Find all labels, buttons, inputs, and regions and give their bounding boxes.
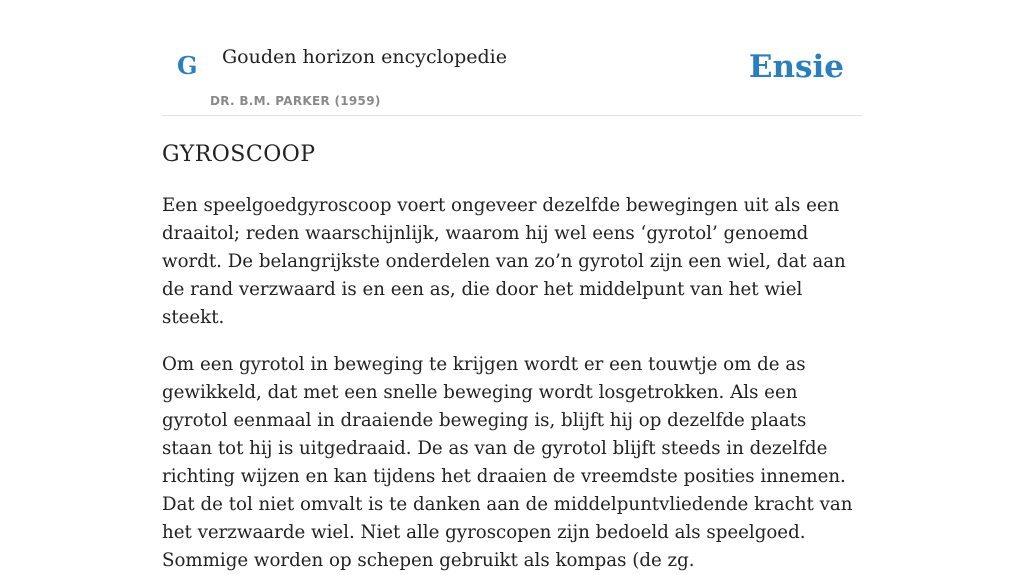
content-container: [162, 0, 862, 575]
book-header: [162, 0, 862, 116]
book-title-link[interactable]: Gouden horizon encyclopedie: [222, 46, 507, 68]
ensie-logo-link[interactable]: Ensie: [748, 49, 844, 85]
entry-paragraph-1: Een speelgoedgyroscoop voert ongeveer dezelfde bewegingen uit als een draaitol; reden waarschijnlijk, waarom hij wel eens ‘gyrotol’ genoemd wordt. De belangrijkste onderdelen van zo’n gyrotol zijn een wiel, dat aan de rand verzwaard is en een as, die door het middelpunt van het wiel steekt.: [162, 195, 846, 328]
entry-title: GYROSCOOP: [162, 142, 316, 167]
book-author: DR. B.M. PARKER (1959): [210, 94, 381, 108]
entry-paragraph-2: Om een gyrotol in beweging te krijgen wordt er een touwtje om de as gewikkeld, dat met een snelle beweging wordt losgetrokken. Als een gyrotol eenmaal in draaiende beweging is, blijft hij op dezelfde plaats staan tot hij is uitgedraaid. De as van de gyrotol blijft steeds in dezelfde richting wijzen en kan tijdens het draaien de vreemdste posities innemen. Dat de tol niet omvalt is te danken aan de middelpuntvliedende kracht van het verzwaarde wiel. Niet alle gyroscopen zijn bedoeld als speelgoed. Sommige worden op schepen gebruikt als kompas (de zg.: [162, 354, 853, 571]
book-logo[interactable]: G: [177, 51, 198, 80]
